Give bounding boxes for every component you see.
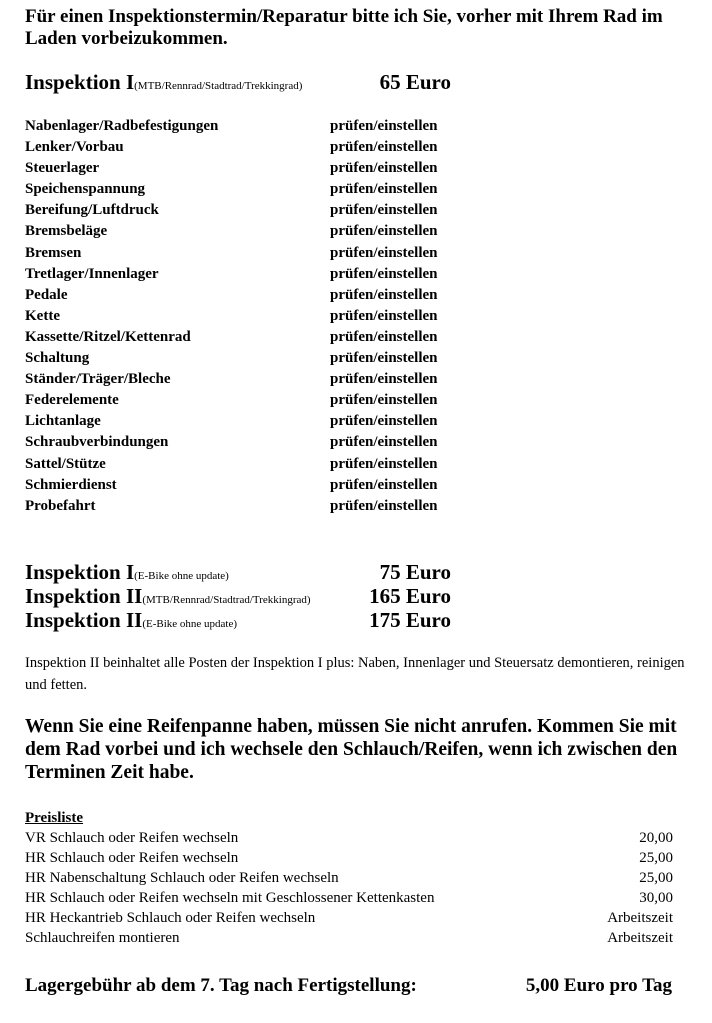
checklist-item: Bereifung/Luftdruck xyxy=(25,202,159,219)
inspection-1-subtitle: (MTB/Rennrad/Stadtrad/Trekkingrad) xyxy=(134,80,303,92)
checklist-row xyxy=(25,179,465,200)
checklist-action: prüfen/einstellen xyxy=(330,202,438,219)
checklist-item: Lenker/Vorbau xyxy=(25,139,124,156)
checklist-row xyxy=(25,390,465,411)
price-item: HR Schlauch oder Reifen wechseln xyxy=(25,850,239,866)
price-item: HR Nabenschaltung Schlauch oder Reifen wechseln xyxy=(25,870,339,886)
inspection-price: 75 Euro xyxy=(379,560,451,584)
checklist-action: prüfen/einstellen xyxy=(330,244,438,261)
checklist-action: prüfen/einstellen xyxy=(330,307,438,324)
checklist-item: Federelemente xyxy=(25,392,119,409)
inspection-1-row xyxy=(25,70,455,94)
checklist-item: Bremsbeläge xyxy=(25,223,108,240)
checklist-action: prüfen/einstellen xyxy=(330,455,438,472)
storage-fee-value: 5,00 Euro pro Tag xyxy=(525,975,672,996)
intro-text: Für einen Inspektionstermin/Reparatur bitte ich Sie, vorher mit Ihrem Rad im Laden vorbeizukommen. xyxy=(25,6,663,49)
price-value: Arbeitszeit xyxy=(607,910,673,926)
checklist-row xyxy=(25,496,465,517)
inspection-note: Inspektion II beinhaltet alle Posten der Inspektion I plus: Naben, Innenlager und Steuersatz demontieren, reinigen und fetten. xyxy=(25,655,685,693)
checklist-row xyxy=(25,158,465,179)
checklist-row xyxy=(25,432,465,453)
checklist-item: Bremsen xyxy=(25,244,82,261)
checklist-action: prüfen/einstellen xyxy=(330,118,438,134)
price-value: 30,00 xyxy=(639,890,673,906)
checklist-row xyxy=(25,475,465,496)
checklist-item: Schraubverbindungen xyxy=(25,434,169,451)
checklist-item: Schmierdienst xyxy=(25,476,117,493)
tire-puncture-notice: Wenn Sie eine Reifenpanne haben, müssen Sie nicht anrufen. Kommen Sie mit dem Rad vorbei und ich wechsele den Schlauch/Reifen, wenn ich zwischen den Terminen Zeit habe. xyxy=(25,716,678,783)
price-item: Schlauchreifen montieren xyxy=(25,930,180,946)
price-item: VR Schlauch oder Reifen wechseln xyxy=(25,830,239,846)
price-row xyxy=(25,928,675,948)
checklist-action: prüfen/einstellen xyxy=(330,328,438,345)
checklist-row xyxy=(25,369,465,390)
checklist-item: Schaltung xyxy=(25,350,90,367)
checklist-action: prüfen/einstellen xyxy=(330,371,438,388)
inspection-name: Inspektion II(E-Bike ohne update) xyxy=(25,608,237,632)
checklist-item: Speichenspannung xyxy=(25,181,146,198)
checklist-row xyxy=(25,137,465,158)
checklist-row xyxy=(25,221,465,242)
checklist-item: Probefahrt xyxy=(25,497,96,514)
checklist-item: Kette xyxy=(25,307,60,324)
price-row xyxy=(25,888,675,908)
inspection-row-ebike-1 xyxy=(25,560,455,584)
checklist-action: prüfen/einstellen xyxy=(330,350,438,367)
checklist-item: Ständer/Träger/Bleche xyxy=(25,371,171,388)
checklist-row xyxy=(25,200,465,221)
price-row xyxy=(25,828,675,848)
checklist-action: prüfen/einstellen xyxy=(330,265,438,282)
price-list-title: Preisliste xyxy=(25,810,84,826)
price-value: 25,00 xyxy=(639,870,673,886)
checklist-row xyxy=(25,327,465,348)
price-item: HR Schlauch oder Reifen wechseln mit Geschlossener Kettenkasten xyxy=(25,890,435,906)
checklist-item: Steuerlager xyxy=(25,160,100,177)
inspection-row-ebike-2 xyxy=(25,608,455,632)
price-row xyxy=(25,868,675,888)
inspection-subtitle: (MTB/Rennrad/Stadtrad/Trekkingrad) xyxy=(142,594,311,606)
checklist-action: prüfen/einstellen xyxy=(330,413,438,430)
price-list xyxy=(25,808,675,948)
checklist-item: Pedale xyxy=(25,286,68,303)
checklist-item: Sattel/Stütze xyxy=(25,455,106,472)
inspection-row-2 xyxy=(25,584,455,608)
checklist-row xyxy=(25,306,465,327)
checklist-row xyxy=(25,411,465,432)
inspection-1-name: Inspektion I(MTB/Rennrad/Stadtrad/Trekkingrad) xyxy=(25,70,303,94)
checklist-action: prüfen/einstellen xyxy=(330,392,438,409)
checklist-action: prüfen/einstellen xyxy=(330,160,438,177)
inspection-checklist xyxy=(25,116,465,517)
checklist-row xyxy=(25,264,465,285)
checklist-item: Tretlager/Innenlager xyxy=(25,265,159,282)
checklist-action: prüfen/einstellen xyxy=(330,476,438,493)
price-value: Arbeitszeit xyxy=(607,930,673,946)
checklist-action: prüfen/einstellen xyxy=(330,223,438,240)
inspection-1-price: 65 Euro xyxy=(379,70,451,94)
storage-fee xyxy=(25,973,675,999)
inspection-name: Inspektion I(E-Bike ohne update) xyxy=(25,560,229,584)
checklist-row xyxy=(25,116,465,137)
price-value: 25,00 xyxy=(639,850,673,866)
checklist-action: prüfen/einstellen xyxy=(330,434,438,451)
inspection-subtitle: (E-Bike ohne update) xyxy=(134,570,229,582)
inspection-price: 165 Euro xyxy=(369,584,451,608)
inspection-price: 175 Euro xyxy=(369,608,451,632)
storage-fee-label: Lagergebühr ab dem 7. Tag nach Fertigstellung: xyxy=(25,975,417,996)
checklist-row xyxy=(25,348,465,369)
checklist-item: Kassette/Ritzel/Kettenrad xyxy=(25,328,191,345)
inspection-subtitle: (E-Bike ohne update) xyxy=(142,618,237,630)
checklist-action: prüfen/einstellen xyxy=(330,139,438,156)
checklist-action: prüfen/einstellen xyxy=(330,181,438,198)
checklist-row xyxy=(25,454,465,475)
inspection-name: Inspektion II(MTB/Rennrad/Stadtrad/Trekkingrad) xyxy=(25,584,311,608)
price-value: 20,00 xyxy=(639,830,673,846)
price-item: HR Heckantrieb Schlauch oder Reifen wechseln xyxy=(25,910,316,926)
checklist-row xyxy=(25,243,465,264)
price-row xyxy=(25,908,675,928)
checklist-item: Nabenlager/Radbefestigungen xyxy=(25,118,219,134)
checklist-action: prüfen/einstellen xyxy=(330,286,438,303)
price-row xyxy=(25,848,675,868)
checklist-item: Lichtanlage xyxy=(25,413,101,430)
checklist-row xyxy=(25,285,465,306)
checklist-action: prüfen/einstellen xyxy=(330,497,438,514)
